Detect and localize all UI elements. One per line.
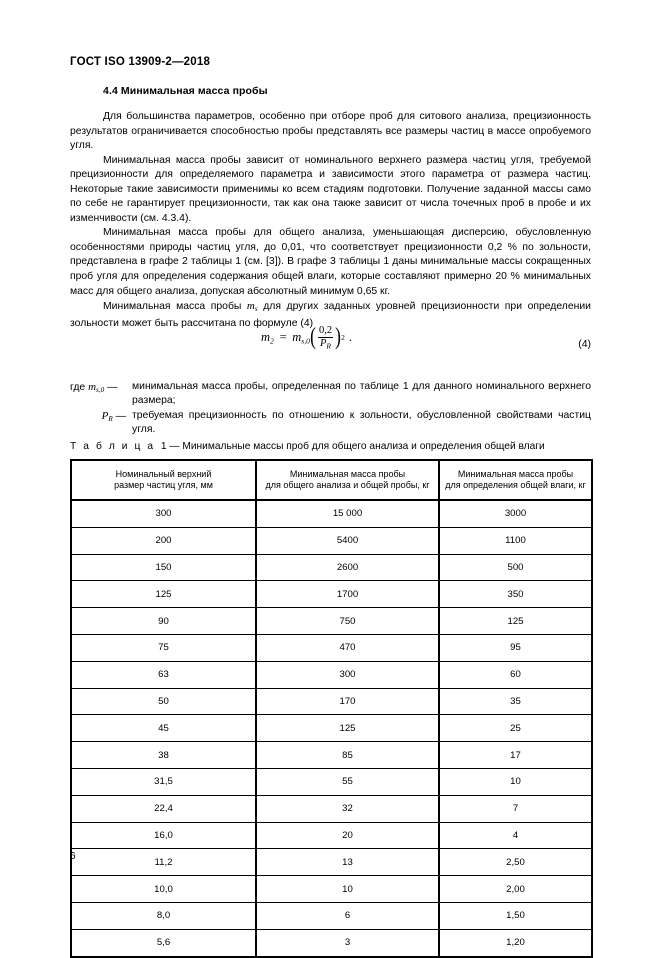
table-row xyxy=(71,554,592,581)
table-cell: 125 xyxy=(71,581,256,608)
table-cell: 13 xyxy=(256,849,439,876)
table-cell: 8,0 xyxy=(71,902,256,929)
table-row xyxy=(71,876,592,903)
table-cell: 85 xyxy=(256,742,439,769)
table-row xyxy=(71,661,592,688)
table-header-cell-nominal-size: Номинальный верхний размер частиц угля, мм xyxy=(71,460,256,500)
table-row xyxy=(71,742,592,769)
table-row xyxy=(71,500,592,527)
table-row xyxy=(71,688,592,715)
table-cell: 6 xyxy=(256,902,439,929)
table-cell: 32 xyxy=(256,795,439,822)
table-caption-label: Т а б л и ц а xyxy=(70,441,156,452)
table-header-row xyxy=(71,460,592,500)
table-cell: 1100 xyxy=(439,527,592,554)
table-row xyxy=(71,795,592,822)
table-cell: 38 xyxy=(71,742,256,769)
table-header-cell-total-moisture-mass: Минимальная масса пробы для определения общей влаги, кг xyxy=(439,460,592,500)
definition-symbol: $P_R$ — xyxy=(101,409,126,423)
table-cell: 16,0 xyxy=(71,822,256,849)
formula-trailing-punct: . xyxy=(348,330,352,345)
table-cell: 55 xyxy=(256,768,439,795)
table-cell: 75 xyxy=(71,634,256,661)
table-row xyxy=(71,527,592,554)
equation-lhs: $m_2$ xyxy=(261,330,274,346)
table-cell: 31,5 xyxy=(71,768,256,795)
equation-number: (4) xyxy=(578,339,591,350)
table-cell: 1700 xyxy=(256,581,439,608)
table-cell: 1,50 xyxy=(439,902,592,929)
table-header xyxy=(71,460,592,500)
table-cell: 90 xyxy=(71,608,256,635)
definition-symbol: где $m_{s,0}$ — xyxy=(70,381,118,395)
table-cell: 125 xyxy=(439,608,592,635)
table-caption-dash: — xyxy=(169,441,180,452)
table-row xyxy=(71,822,592,849)
table-cell: 150 xyxy=(71,554,256,581)
table-cell: 300 xyxy=(256,661,439,688)
paragraph-2: Минимальная масса пробы зависит от номинального верхнего размера частиц угля, требуемой прецизионности для определяемого параметра и зависимости этого параметра от размера частиц. Некоторые такие зависимости применимы ко всем стадиям подготовки. Получение заданной массы само по себе не гарантирует прецизионности, так как она также зависит от числа точечных проб в пробе и их изменчивости (см. 4.3.4). xyxy=(70,154,591,224)
table-cell: 7 xyxy=(439,795,592,822)
minimum-sample-mass-table xyxy=(70,459,593,958)
definition-text: требуемая прецизионность по отношению к зольности, обусловленной свойствами частиц угля. xyxy=(132,409,591,436)
body-text-block xyxy=(70,110,591,331)
fraction-denominator: $P_R$ xyxy=(319,337,332,351)
table-row xyxy=(71,608,592,635)
equation-rhs-var: $m_{s,0}$ xyxy=(292,330,310,346)
table-cell: 60 xyxy=(439,661,592,688)
table-cell: 300 xyxy=(71,500,256,527)
fraction-numerator: 0,2 xyxy=(318,325,333,336)
table-cell: 45 xyxy=(71,715,256,742)
table-row xyxy=(71,768,592,795)
table-cell: 15 000 xyxy=(256,500,439,527)
table-cell: 25 xyxy=(439,715,592,742)
table-cell: 63 xyxy=(71,661,256,688)
table-row xyxy=(71,902,592,929)
table-header-cell-general-analysis-mass: Минимальная масса пробы для общего анализа и общей пробы, кг xyxy=(256,460,439,500)
table-cell: 5,6 xyxy=(71,929,256,956)
table-row xyxy=(71,929,592,956)
formula-intro-variable: $m_s$ xyxy=(246,300,258,314)
table-caption-number: 1 xyxy=(160,441,167,452)
document-header: ГОСТ ISO 13909-2—2018 xyxy=(70,56,211,68)
table-cell: 3 xyxy=(256,929,439,956)
formula-intro-before: Минимальная масса пробы xyxy=(103,301,247,313)
fraction xyxy=(317,325,334,351)
table-body xyxy=(71,500,592,957)
paragraph-3: Минимальная масса пробы для общего анализа, уменьшающая дисперсию, обусловленную особенностями природы частиц угля, до 0,01, что соответствует прецизионности 0,2 % по зольности, представлена в графе 2 таблицы 1 (см. [3]). В графе 3 таблицы 1 даны минимальные массы сокращенных проб угля для определения содержания общей влаги, которые составляют примерно 20 % минимальных масс для общего анализа, допуская абсолютный минимум 0,65 кг. xyxy=(70,227,591,297)
table-caption-title: Минимальные массы проб для общего анализа и определения общей влаги xyxy=(182,441,545,452)
table-caption xyxy=(70,441,545,452)
table-cell: 35 xyxy=(439,688,592,715)
table-cell: 4 xyxy=(439,822,592,849)
table-cell: 500 xyxy=(439,554,592,581)
equation-4 xyxy=(261,325,352,351)
table-cell: 95 xyxy=(439,634,592,661)
table-cell: 200 xyxy=(71,527,256,554)
table-cell: 2600 xyxy=(256,554,439,581)
table-cell: 470 xyxy=(256,634,439,661)
equals-sign: = xyxy=(278,330,288,345)
definition-text: минимальная масса пробы, определенная по таблице 1 для данного номинального верхнего размера; xyxy=(132,381,591,407)
table-cell: 10,0 xyxy=(71,876,256,903)
table-row xyxy=(71,715,592,742)
table-row xyxy=(71,581,592,608)
page-number: 6 xyxy=(70,851,76,862)
table-cell: 3000 xyxy=(439,500,592,527)
table-cell: 20 xyxy=(256,822,439,849)
table-cell: 750 xyxy=(256,608,439,635)
table-row xyxy=(71,849,592,876)
table-cell: 1,20 xyxy=(439,929,592,956)
definition-item xyxy=(70,380,591,409)
table-cell: 10 xyxy=(256,876,439,903)
table-cell: 170 xyxy=(256,688,439,715)
table-cell: 5400 xyxy=(256,527,439,554)
section-heading: 4.4 Минимальная масса пробы xyxy=(103,85,268,97)
table-cell: 50 xyxy=(71,688,256,715)
table-cell: 125 xyxy=(256,715,439,742)
paragraph-1: Для большинства параметров, особенно при отборе проб для ситового анализа, прецизионность результатов ограничивается способностью пробы представлять все размеры частиц в массе опробуемого угля. xyxy=(70,111,591,152)
symbol-definitions xyxy=(70,380,591,438)
table-cell: 22,4 xyxy=(71,795,256,822)
table-cell: 350 xyxy=(439,581,592,608)
table-cell: 17 xyxy=(439,742,592,769)
left-paren: ( xyxy=(310,324,316,350)
table-cell: 2,00 xyxy=(439,876,592,903)
exponent: 2 xyxy=(341,333,345,343)
table-cell: 2,50 xyxy=(439,849,592,876)
formula-intro-after: для других заданных уровней прецизионности при определении зольности может быть рассчитана по формуле (4) xyxy=(70,301,591,329)
minimum-sample-mass-table-wrapper xyxy=(70,459,591,958)
table-cell: 10 xyxy=(439,768,592,795)
formula-row xyxy=(70,325,591,365)
table-cell: 11,2 xyxy=(71,849,256,876)
definition-item xyxy=(70,409,591,438)
right-paren: ) xyxy=(335,324,341,350)
table-row xyxy=(71,634,592,661)
